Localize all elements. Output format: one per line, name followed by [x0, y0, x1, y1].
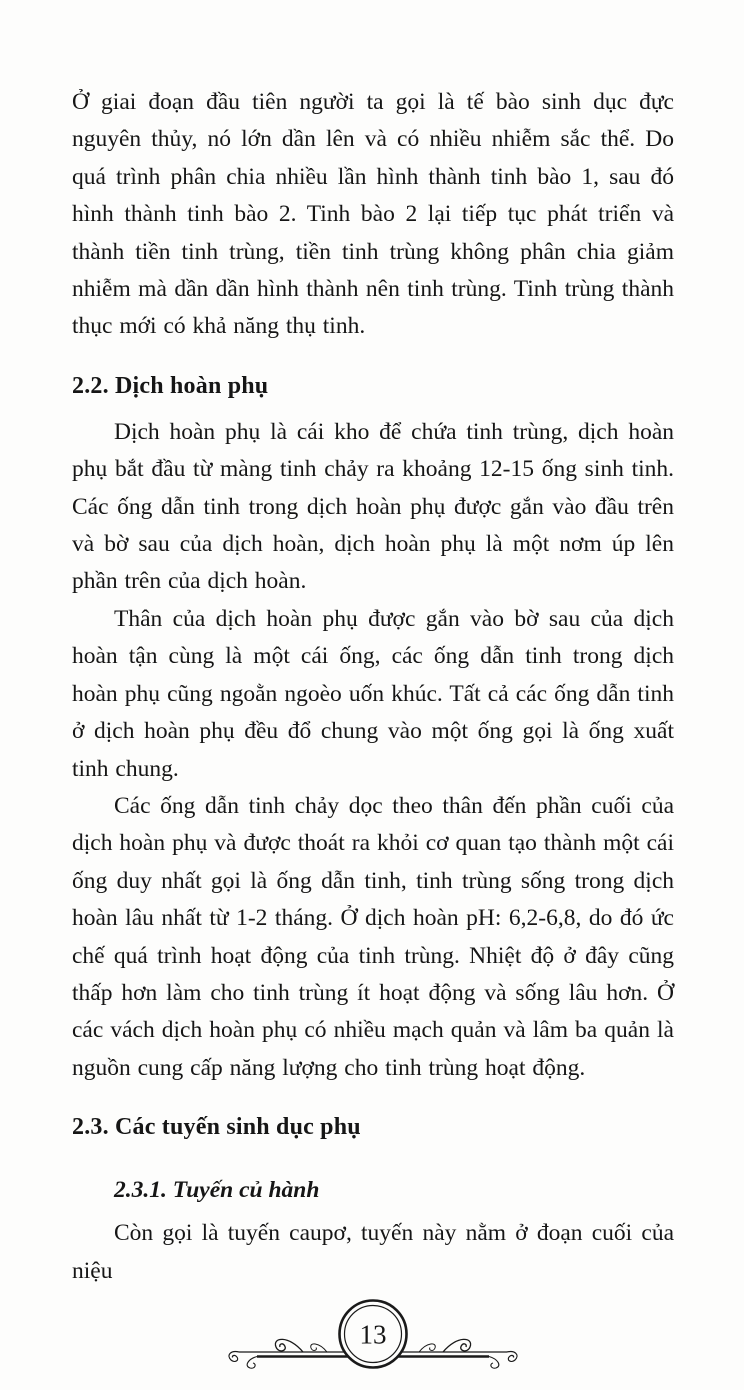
section-heading-2-3: 2.3. Các tuyến sinh dục phụ — [72, 1114, 361, 1141]
page-footer-ornament — [223, 1290, 523, 1390]
intro-paragraph: Ở giai đoạn đầu tiên người ta gọi là tế bào sinh dục đực nguyên thủy, nó lớn dần lên và có nhiều nhiễm sắc thể. Do quá trình phân chia nhiều lần hình thành tinh bào 1, sau đó hình thành tinh bào 2. Tinh bào 2 lại tiếp tục phát triển và thành tiền tinh trùng, tiền tinh trùng không phân chia giảm nhiễm mà dần dần hình thành nên tinh trùng. Tinh trùng thành thục mới có khả năng thụ tinh. — [72, 89, 674, 340]
paragraph-bulbourethral: Còn gọi là tuyến caupơ, tuyến này nằm ở đoạn cuối của niệu — [72, 1220, 674, 1284]
subsection-heading-2-3-1: 2.3.1. Tuyến củ hành — [114, 1177, 320, 1204]
flourish-ornament-graphic — [223, 1290, 523, 1390]
paragraph-epididymis-2: Thân của dịch hoàn phụ được gắn vào bờ sau của dịch hoàn tận cùng là một cái ống, các ống dẫn tinh trong dịch hoàn phụ cũng ngoằn ngoèo uốn khúc. Tất cả các ống dẫn tinh ở dịch hoàn phụ đều đổ chung vào một ống gọi là ống xuất tinh chung. — [72, 605, 674, 782]
paragraph-epididymis-1: Dịch hoàn phụ là cái kho để chứa tinh trùng, dịch hoàn phụ bắt đầu từ màng tinh chảy ra khoảng 12-15 ống sinh tinh. Các ống dẫn tinh trong dịch hoàn phụ được gắn vào đầu trên và bờ sau của dịch hoàn, dịch hoàn phụ là một nơm úp lên phần trên của dịch hoàn. — [72, 418, 674, 595]
section-heading-2-2: 2.2. Dịch hoàn phụ — [72, 372, 269, 399]
page-number: 13 — [359, 1319, 387, 1350]
paragraph-epididymis-3: Các ống dẫn tinh chảy dọc theo thân đến phần cuối của dịch hoàn phụ và được thoát ra khỏi cơ quan tạo thành một cái ống duy nhất gọi là ống dẫn tinh, tinh trùng sống trong dịch hoàn lâu nhất từ 1-2 tháng. Ở dịch hoàn pH: 6,2-6,8, do đó ức chế quá trình hoạt động của tinh trùng. Nhiệt độ ở đây cũng thấp hơn làm cho tinh trùng ít hoạt động và sống lâu hơn. Ở các vách dịch hoàn phụ có nhiều mạch quản và lâm ba quản là nguồn cung cấp năng lượng cho tinh trùng hoạt động. — [72, 792, 674, 1081]
